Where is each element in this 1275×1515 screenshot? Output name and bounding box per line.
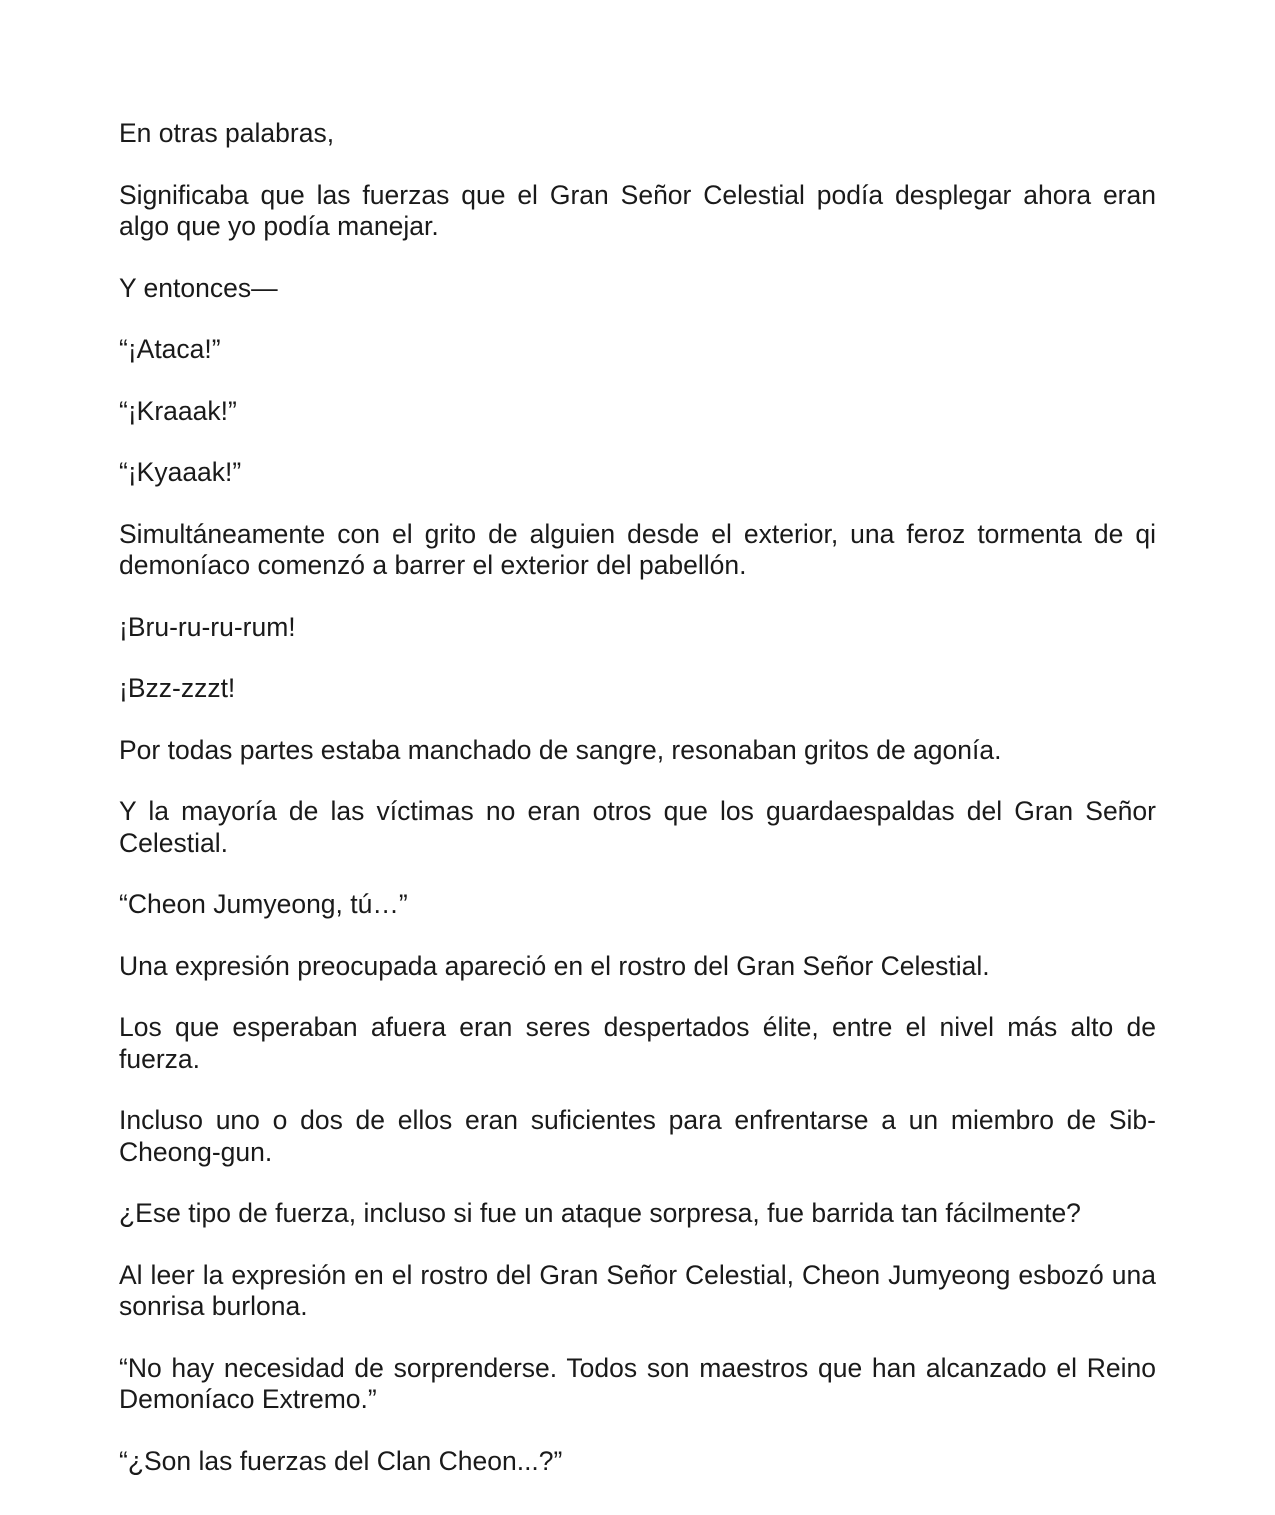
paragraph: “Cheon Jumyeong, tú…” [119, 889, 408, 919]
paragraph: “No hay necesidad de sorprenderse. Todos son maestros que han alcanzado el Reino Demoníaco Extremo.” [119, 1352, 1156, 1414]
text-body [119, 118, 1156, 1477]
paragraph: “¡Kraaak!” [119, 395, 237, 426]
paragraph: Al leer la expresión en el rostro del Gran Señor Celestial, Cheon Jumyeong esbozó una sonrisa burlona. [119, 1259, 1156, 1321]
paragraph: “¡Ataca!” [119, 334, 221, 364]
paragraph: Los que esperaban afuera eran seres despertados élite, entre el nivel más alto de fuerza. [119, 1012, 1156, 1074]
paragraph: Simultáneamente con el grito de alguien desde el exterior, una feroz tormenta de qi demoníaco comenzó a barrer el exterior del pabellón. [119, 518, 1156, 580]
paragraph: ¡Bzz-zzzt! [119, 673, 236, 703]
paragraph: Y la mayoría de las víctimas no eran otros que los guardaespaldas del Gran Señor Celestial. [119, 796, 1156, 858]
paragraph: Incluso uno o dos de ellos eran suficientes para enfrentarse a un miembro de Sib-Cheong-gun. [119, 1105, 1156, 1167]
paragraph: “¡Kyaaak!” [119, 457, 242, 487]
paragraph: Significaba que las fuerzas que el Gran Señor Celestial podía desplegar ahora eran algo que yo podía manejar. [119, 179, 1156, 241]
paragraph: “¿Son las fuerzas del Clan Cheon...?” [119, 1445, 563, 1476]
paragraph: En otras palabras, [119, 118, 335, 148]
paragraph: ¡Bru-ru-ru-rum! [119, 611, 296, 642]
paragraph: Una expresión preocupada apareció en el rostro del Gran Señor Celestial. [119, 950, 990, 981]
paragraph: ¿Ese tipo de fuerza, incluso si fue un ataque sorpresa, fue barrida tan fácilmente? [119, 1198, 1081, 1228]
paragraph: Y entonces— [119, 272, 278, 303]
paragraph: Por todas partes estaba manchado de sangre, resonaban gritos de agonía. [119, 734, 1002, 765]
